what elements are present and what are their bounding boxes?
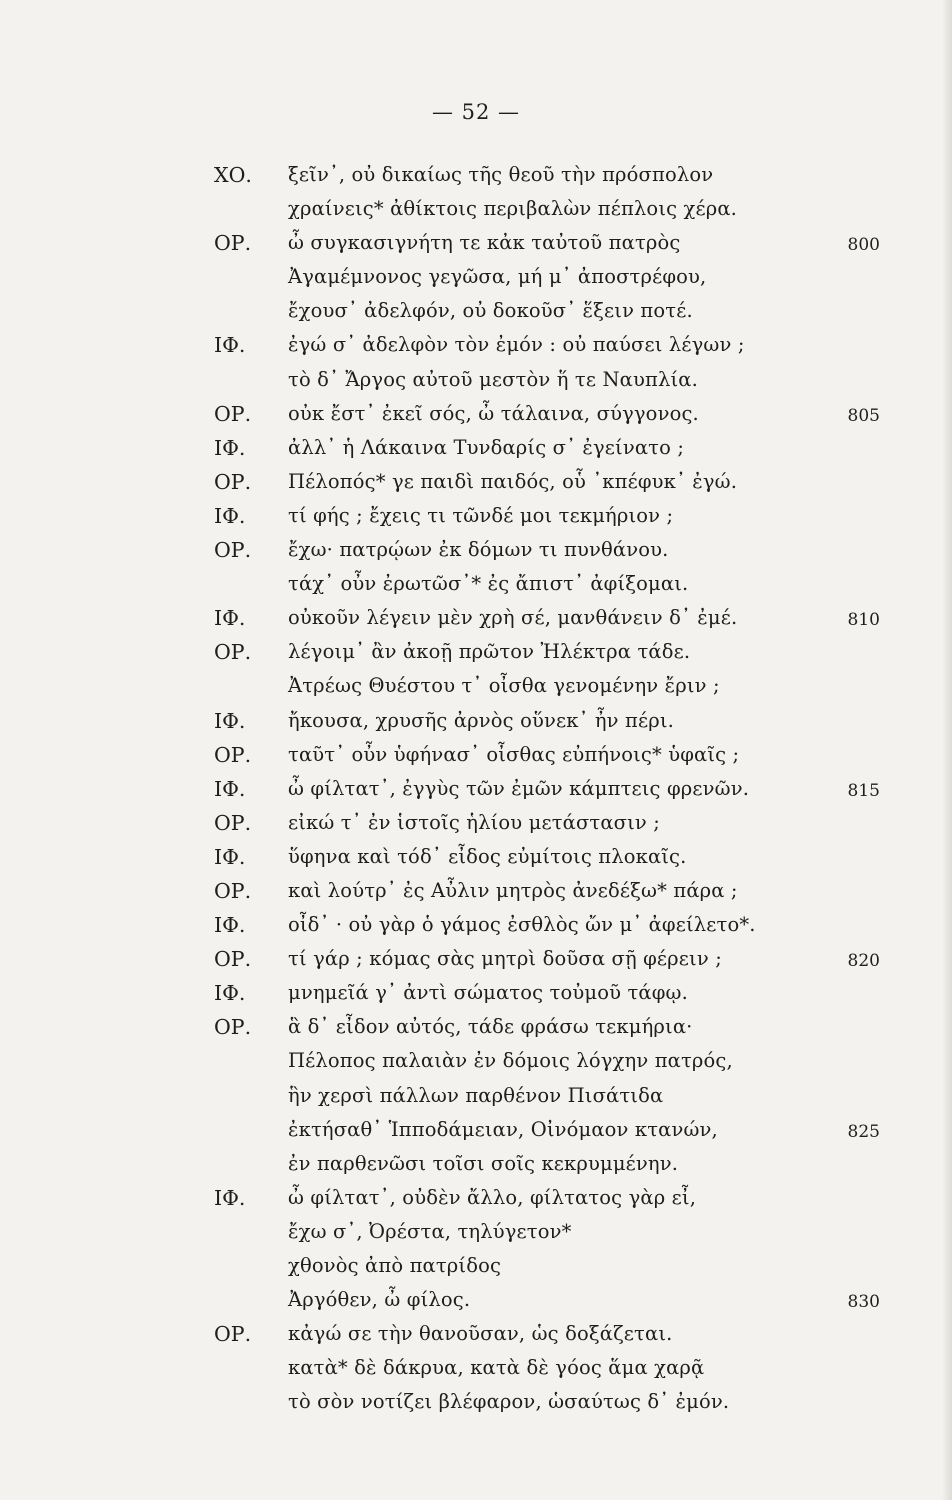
verse-text: ἣν χερσὶ πάλλων παρθένον Πισάτιδα xyxy=(288,1083,664,1107)
line-number: 825 xyxy=(847,1121,880,1142)
verse-text: καὶ λούτρ᾿ ἐς Αὖλιν μητρὸς ἀνεδέξω* πάρα ; xyxy=(288,878,738,902)
speaker-label: ΟΡ. xyxy=(214,878,252,903)
verse-text: οὐκ ἔστ᾿ ἐκεῖ σός, ὦ τάλαινα, σύγγονος. xyxy=(288,401,699,425)
verse-text: ἐν παρθενῶσι τοῖσι σοῖς κεκρυμμένην. xyxy=(288,1151,679,1175)
speaker-label: ΟΡ. xyxy=(214,640,252,665)
verse-text: εἰκώ τ᾿ ἐν ἱστοῖς ἡλίου μετάστασιν ; xyxy=(288,810,660,834)
verse-text: ὦ φίλτατ᾿, ἐγγὺς τῶν ἐμῶν κάμπτεις φρενῶν. xyxy=(288,776,750,800)
verse-line xyxy=(0,944,952,978)
page-edge-shadow xyxy=(942,0,952,1500)
verse-text: τὸ σὸν νοτίζει βλέφαρον, ὡσαύτως δ᾿ ἐμόν. xyxy=(288,1390,730,1414)
verse-line xyxy=(0,228,952,262)
verse-line xyxy=(0,467,952,501)
verse-text: οὐκοῦν λέγειν μὲν χρὴ σέ, μανθάνειν δ᾿ ἐμέ. xyxy=(288,606,738,630)
verse-line xyxy=(0,501,952,535)
verse-line xyxy=(0,1012,952,1046)
speaker-label: ΙΦ. xyxy=(214,844,246,869)
line-number: 830 xyxy=(847,1292,880,1313)
speaker-label: ΟΡ. xyxy=(214,742,252,767)
verse-text: μνημεῖά γ᾿ ἀντὶ σώματος τοὐμοῦ τάφῳ. xyxy=(288,981,688,1005)
speaker-label: ΟΡ. xyxy=(214,810,252,835)
verse-line xyxy=(0,978,952,1012)
speaker-label: ΧΟ. xyxy=(214,163,252,187)
verse-lines xyxy=(0,160,952,1421)
verse-text: ἔχω· πατρῴων ἐκ δόμων τι πυνθάνου. xyxy=(288,538,669,562)
verse-line xyxy=(0,808,952,842)
verse-text: Ἀτρέως Θυέστου τ᾿ οἶσθα γενομένην ἔριν ; xyxy=(288,674,720,698)
verse-line xyxy=(0,535,952,569)
verse-text: ἔχουσ᾿ ἀδελφόν, οὐ δοκοῦσ᾿ ἕξειν ποτέ. xyxy=(288,299,693,323)
line-number: 820 xyxy=(847,951,880,972)
verse-text: ξεῖν᾿, οὐ δικαίως τῆς θεοῦ τὴν πρόσπολον xyxy=(288,163,714,186)
speaker-label: ΟΡ. xyxy=(214,947,252,972)
verse-text: ἐκτήσαθ᾿ Ἱπποδάμειαν, Οἰνόμαον κτανών, xyxy=(288,1117,718,1141)
verse-line xyxy=(0,569,952,603)
verse-line xyxy=(0,842,952,876)
verse-line xyxy=(0,1046,952,1080)
verse-text: Ἀργόθεν, ὦ φίλος. xyxy=(288,1288,471,1312)
line-number: 800 xyxy=(847,235,880,256)
verse-line xyxy=(0,399,952,433)
speaker-label: ΟΡ. xyxy=(214,469,252,494)
verse-text: χθονὸς ἀπὸ πατρίδος xyxy=(288,1254,502,1277)
verse-line xyxy=(0,671,952,705)
verse-line xyxy=(0,1115,952,1149)
speaker-label: ΙΦ. xyxy=(214,1185,246,1210)
verse-line xyxy=(0,365,952,399)
verse-text: ἀλλ᾿ ἡ Λάκαινα Τυνδαρίς σ᾿ ἐγείνατο ; xyxy=(288,435,685,459)
speaker-label: ΙΦ. xyxy=(214,913,246,938)
verse-line xyxy=(0,330,952,364)
verse-text: ὕφηνα καὶ τόδ᾿ εἶδος εὐμίτοις πλοκαῖς. xyxy=(288,844,687,868)
speaker-label: ΟΡ. xyxy=(214,538,252,563)
verse-text: κατὰ* δὲ δάκρυα, κατὰ δὲ γόος ἅμα χαρᾷ xyxy=(288,1356,705,1380)
verse-text: κἀγώ σε τὴν θανοῦσαν, ὡς δοξάζεται. xyxy=(288,1322,673,1346)
verse-line xyxy=(0,262,952,296)
verse-text: λέγοιμ᾿ ἂν ἀκοῇ πρῶτον Ἠλέκτρα τάδε. xyxy=(288,640,691,664)
verse-line xyxy=(0,433,952,467)
verse-text: τί γάρ ; κόμας σὰς μητρὶ δοῦσα σῇ φέρειν ; xyxy=(288,947,722,971)
verse-text: ἐγώ σ᾿ ἀδελφὸν τὸν ἐμόν : οὐ παύσει λέγων ; xyxy=(288,333,745,357)
line-number: 805 xyxy=(847,405,880,426)
page-number: — 52 — xyxy=(431,100,521,124)
verse-line xyxy=(0,1183,952,1217)
verse-text: Ἀγαμέμνονος γεγῶσα, μή μ᾿ ἀποστρέφου, xyxy=(288,265,707,289)
verse-text: Πέλοπος παλαιὰν ἐν δόμοις λόγχην πατρός, xyxy=(288,1049,733,1073)
verse-text: ἔχω σ᾿, Ὀρέστα, τηλύγετον* xyxy=(288,1219,572,1243)
speaker-label: ΙΦ. xyxy=(214,776,246,801)
verse-line xyxy=(0,603,952,637)
verse-line xyxy=(0,910,952,944)
verse-text: ταῦτ᾿ οὖν ὑφήνασ᾿ οἶσθας εὐπήνοις* ὑφαῖς ; xyxy=(288,742,740,766)
verse-line xyxy=(0,1251,952,1285)
verse-line xyxy=(0,1149,952,1183)
verse-line xyxy=(0,1285,952,1319)
verse-line xyxy=(0,637,952,671)
verse-text: τὸ δ᾿ Ἄργος αὐτοῦ μεστὸν ἥ τε Ναυπλία. xyxy=(288,367,698,391)
verse-line xyxy=(0,296,952,330)
verse-line xyxy=(0,194,952,228)
line-number: 810 xyxy=(847,610,880,631)
verse-text: ἃ δ᾿ εἶδον αὐτός, τάδε φράσω τεκμήρια· xyxy=(288,1015,693,1039)
verse-line xyxy=(0,1081,952,1115)
speaker-label: ΟΡ. xyxy=(214,401,252,426)
verse-line xyxy=(0,706,952,740)
speaker-label: ΙΦ. xyxy=(214,333,246,358)
verse-line xyxy=(0,774,952,808)
verse-line xyxy=(0,1387,952,1421)
verse-line xyxy=(0,160,952,194)
verse-line xyxy=(0,876,952,910)
verse-line xyxy=(0,1353,952,1387)
speaker-label: ΟΡ. xyxy=(214,231,252,256)
verse-line xyxy=(0,740,952,774)
speaker-label: ΙΦ. xyxy=(214,708,246,733)
speaker-label: ΟΡ. xyxy=(214,1322,252,1347)
verse-text: χραίνεις* ἀθίκτοις περιβαλὼν πέπλοις χέρα. xyxy=(288,197,738,221)
verse-text: ὦ συγκασιγνήτη τε κἀκ ταὐτοῦ πατρὸς xyxy=(288,231,681,255)
verse-text: Πέλοπός* γε παιδὶ παιδός, οὗ ᾿κπέφυκ᾿ ἐγώ. xyxy=(288,469,738,493)
verse-text: τί φής ; ἔχεις τι τῶνδέ μοι τεκμήριον ; xyxy=(288,503,674,527)
speaker-label: ΟΡ. xyxy=(214,1015,252,1040)
verse-text: οἶδ᾿ · οὐ γὰρ ὁ γάμος ἐσθλὸς ὤν μ᾿ ἀφείλετο*. xyxy=(288,913,756,937)
speaker-label: ΙΦ. xyxy=(214,981,246,1006)
line-number: 815 xyxy=(847,780,880,801)
verse-text: τάχ᾿ οὖν ἐρωτῶσ᾿* ἐς ἄπιστ᾿ ἀφίξομαι. xyxy=(288,572,689,596)
speaker-label: ΙΦ. xyxy=(214,606,246,631)
speaker-label: ΙΦ. xyxy=(214,435,246,460)
verse-text: ἤκουσα, χρυσῆς ἀρνὸς οὕνεκ᾿ ἦν πέρι. xyxy=(288,708,674,732)
verse-line xyxy=(0,1217,952,1251)
speaker-label: ΙΦ. xyxy=(214,503,246,528)
verse-line xyxy=(0,1319,952,1353)
verse-text: ὦ φίλτατ᾿, οὐδὲν ἄλλο, φίλτατος γὰρ εἶ, xyxy=(288,1185,697,1209)
